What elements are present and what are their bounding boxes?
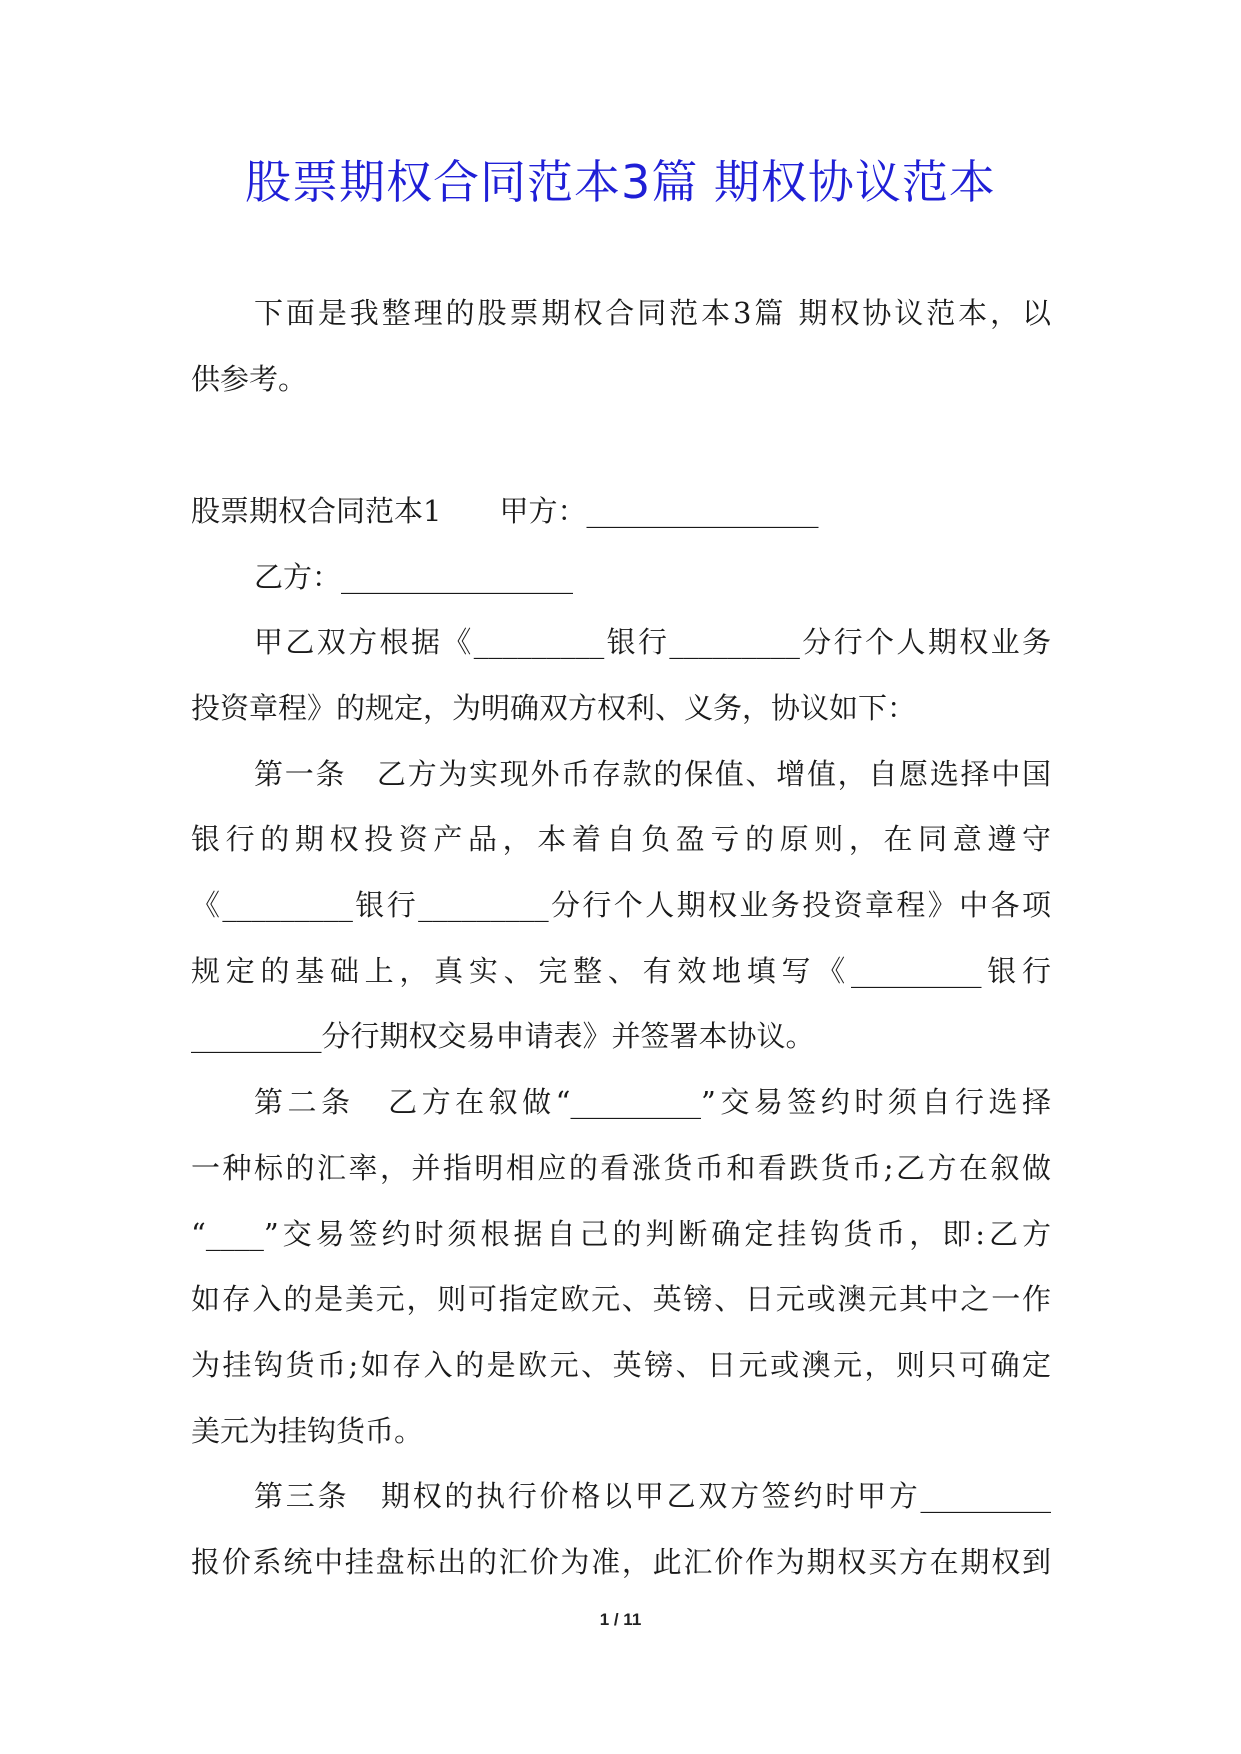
article-2-line-1: 第二条 乙方在叙做“_________”交易签约时须自行选择	[254, 1085, 1051, 1119]
article-3-line-1: 第三条 期权的执行价格以甲乙双方签约时甲方_________	[254, 1479, 1051, 1513]
basis-line-1: 甲乙双方根据《_________银行_________分行个人期权业务	[254, 625, 1051, 659]
page-title: 股票期权合同范本3篇 期权协议范本	[245, 155, 996, 209]
basis-line-2: 投资章程》的规定，为明确双方权利、义务，协议如下：	[191, 691, 917, 725]
article-2-line-2: 一种标的汇率，并指明相应的看涨货币和看跌货币;乙方在叙做	[191, 1151, 1051, 1185]
article-1-line-3: 《_________银行_________分行个人期权业务投资章程》中各项	[191, 888, 1051, 922]
section-heading-party-a: 股票期权合同范本1 甲方：________________	[191, 494, 819, 528]
article-3-line-2: 报价系统中挂盘标出的汇价为准，此汇价作为期权买方在期权到	[191, 1545, 1051, 1579]
intro-line-1: 下面是我整理的股票期权合同范本3篇 期权协议范本，以	[254, 296, 1051, 330]
party-b-line: 乙方：________________	[254, 560, 574, 594]
article-2-line-5: 为挂钩货币;如存入的是欧元、英镑、日元或澳元，则只可确定	[191, 1348, 1051, 1382]
article-1-line-4: 规定的基础上，真实、完整、有效地填写《_________银行	[191, 954, 1051, 988]
article-1-line-1: 第一条 乙方为实现外币存款的保值、增值，自愿选择中国	[254, 757, 1051, 791]
intro-line-2: 供参考。	[191, 362, 308, 396]
article-1-line-2: 银行的期权投资产品，本着自负盈亏的原则，在同意遵守	[191, 822, 1051, 856]
article-2-line-3: “____”交易签约时须根据自己的判断确定挂钩货币，即:乙方	[191, 1217, 1051, 1251]
page-number: 1 / 11	[599, 1610, 642, 1629]
article-2-line-4: 如存入的是美元，则可指定欧元、英镑、日元或澳元其中之一作	[191, 1282, 1051, 1316]
article-1-line-5: _________分行期权交易申请表》并签署本协议。	[191, 1019, 815, 1053]
article-2-line-6: 美元为挂钩货币。	[191, 1414, 424, 1448]
